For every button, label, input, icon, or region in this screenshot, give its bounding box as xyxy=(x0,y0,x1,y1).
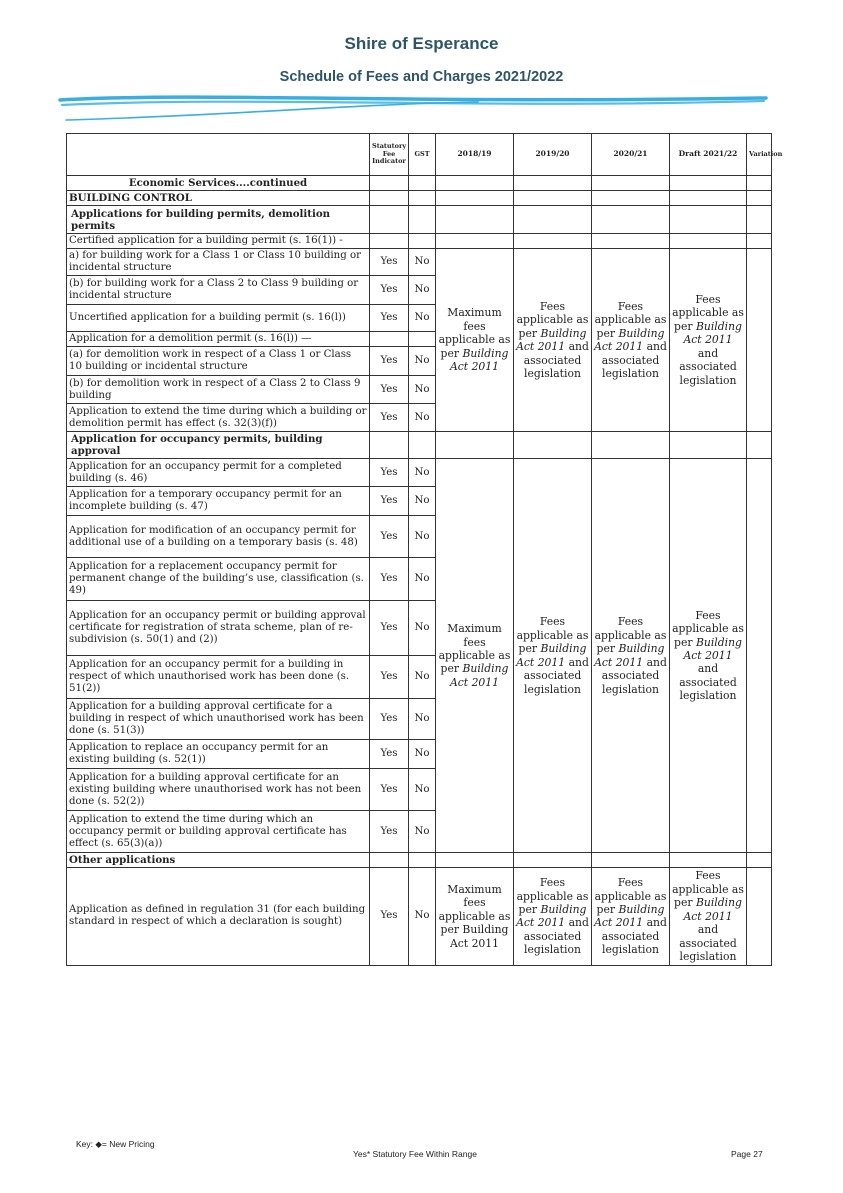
row-statutory: Yes xyxy=(370,740,409,769)
row-statutory: Yes xyxy=(370,305,409,332)
row-description: (a) for demolition work in respect of a Class 1 or Class 10 building or incidental structure xyxy=(67,347,370,376)
row-statutory: Yes xyxy=(370,769,409,811)
col-statutory: Statutory Fee Indicator xyxy=(370,134,409,176)
row-gst: No xyxy=(409,376,436,404)
fees-table xyxy=(66,133,783,966)
row-gst: No xyxy=(409,487,436,516)
col-gst: GST xyxy=(409,134,436,176)
fee-variation xyxy=(747,868,772,965)
fee-2018-19: Maximum fees applicable as per Building Act 2011 xyxy=(436,459,514,853)
row-description: (b) for demolition work in respect of a Class 2 to Class 9 building xyxy=(67,376,370,404)
row-gst: No xyxy=(409,459,436,487)
row-statutory: Yes xyxy=(370,347,409,376)
decorative-swoosh xyxy=(58,90,770,124)
row-gst: No xyxy=(409,249,436,276)
row-gst: No xyxy=(409,811,436,853)
section-building-control: BUILDING CONTROL xyxy=(67,191,370,206)
row-description: Application for an occupancy permit or building approval certificate for registration of strata scheme, plan of re-subdivision (s. 50(1) and (2)) xyxy=(67,601,370,656)
row-statutory: Yes xyxy=(370,404,409,432)
fee-2019-20: Fees applicable as per Building Act 2011 and associated legislation xyxy=(514,868,592,965)
header-row xyxy=(67,134,772,176)
row-description: Application for a temporary occupancy permit for an incomplete building (s. 47) xyxy=(67,487,370,516)
schedule-title: Schedule of Fees and Charges 2021/2022 xyxy=(279,69,564,85)
row-description: Uncertified application for a building permit (s. 16(l)) xyxy=(67,305,370,332)
fee-2018-19: Maximum fees applicable as per Building Act 2011 xyxy=(436,868,514,965)
row-gst: No xyxy=(409,601,436,656)
fee-variation xyxy=(747,459,772,853)
footer-key: Key: ◆= New Pricing xyxy=(76,1139,155,1149)
row-statutory: Yes xyxy=(370,516,409,558)
subheading-demolition: Application for a demolition permit (s. 16(l)) — xyxy=(67,332,370,347)
row-statutory: Yes xyxy=(370,459,409,487)
row-description: a) for building work for a Class 1 or Class 10 building or incidental structure xyxy=(67,249,370,276)
fee-2019-20: Fees applicable as per Building Act 2011 and associated legislation xyxy=(514,249,592,432)
row-gst: No xyxy=(409,347,436,376)
col-description xyxy=(67,134,370,176)
row-statutory: Yes xyxy=(370,558,409,601)
row-statutory: Yes xyxy=(370,487,409,516)
fee-2020-21: Fees applicable as per Building Act 2011 and associated legislation xyxy=(592,868,670,965)
footer-statutory-note: Yes* Statutory Fee Within Range xyxy=(353,1149,477,1159)
row-gst: No xyxy=(409,305,436,332)
row-statutory: Yes xyxy=(370,811,409,853)
col-variation: Variation xyxy=(747,134,772,176)
col-2020-21: 2020/21 xyxy=(592,134,670,176)
row-gst: No xyxy=(409,740,436,769)
group-heading-occupancy: Application for occupancy permits, building approval xyxy=(67,432,370,459)
group-heading-row xyxy=(67,206,772,234)
row-description: Application for a building approval certificate for a building in respect of which unauthorised work has been done (s. 51(3)) xyxy=(67,699,370,740)
row-description: Application for a building approval certificate for an existing building where unauthorised work has not been done (s. 52(2)) xyxy=(67,769,370,811)
row-statutory: Yes xyxy=(370,276,409,305)
col-2018-19: 2018/19 xyxy=(436,134,514,176)
col-2019-20: 2019/20 xyxy=(514,134,592,176)
row-gst: No xyxy=(409,769,436,811)
section-row xyxy=(67,191,772,206)
group-heading-other: Other applications xyxy=(67,853,370,868)
organisation-title: Shire of Esperance xyxy=(344,34,499,53)
row-description: Application for an occupancy permit for a building in respect of which unauthorised work has been done (s. 51(2)) xyxy=(67,656,370,699)
subheading-certified: Certified application for a building permit (s. 16(1)) - xyxy=(67,234,370,249)
fee-2020-21: Fees applicable as per Building Act 2011 and associated legislation xyxy=(592,249,670,432)
row-statutory: Yes xyxy=(370,376,409,404)
row-description: Application for a replacement occupancy permit for permanent change of the building’s use, classification (s. 49) xyxy=(67,558,370,601)
row-statutory: Yes xyxy=(370,699,409,740)
subheading-row xyxy=(67,234,772,249)
row-gst: No xyxy=(409,276,436,305)
table-row xyxy=(67,249,772,276)
row-statutory: Yes xyxy=(370,601,409,656)
section-row xyxy=(67,176,772,191)
section-continued: Economic Services....continued xyxy=(67,176,370,191)
fee-draft-2021-22: Fees applicable as per Building Act 2011 and associated legislation xyxy=(670,868,747,965)
row-gst: No xyxy=(409,404,436,432)
row-statutory: Yes xyxy=(370,656,409,699)
group-heading-row xyxy=(67,853,772,868)
fee-draft-2021-22: Fees applicable as per Building Act 2011 and associated legislation xyxy=(670,459,747,853)
row-description: Application for modification of an occupancy permit for additional use of a building on a temporary basis (s. 48) xyxy=(67,516,370,558)
row-description: Application as defined in regulation 31 (for each building standard in respect of which a declaration is sought) xyxy=(67,868,370,965)
row-gst: No xyxy=(409,516,436,558)
group-heading-row xyxy=(67,432,772,459)
fee-2019-20: Fees applicable as per Building Act 2011 and associated legislation xyxy=(514,459,592,853)
row-statutory: Yes xyxy=(370,868,409,965)
fee-2018-19: Maximum fees applicable as per Building Act 2011 xyxy=(436,249,514,432)
row-gst: No xyxy=(409,699,436,740)
footer-page-number: Page 27 xyxy=(731,1149,763,1159)
row-description: Application to extend the time during which an occupancy permit or building approval certificate has effect (s. 65(3)(a)) xyxy=(67,811,370,853)
row-description: (b) for building work for a Class 2 to Class 9 building or incidental structure xyxy=(67,276,370,305)
row-statutory: Yes xyxy=(370,249,409,276)
row-gst: No xyxy=(409,868,436,965)
row-description: Application to extend the time during which a building or demolition permit has effect (s. 32(3)(f)) xyxy=(67,404,370,432)
row-gst: No xyxy=(409,558,436,601)
fee-draft-2021-22: Fees applicable as per Building Act 2011 and associated legislation xyxy=(670,249,747,432)
table-row xyxy=(67,868,772,965)
col-draft-2021-22: Draft 2021/22 xyxy=(670,134,747,176)
table-row xyxy=(67,459,772,487)
group-heading-permits: Applications for building permits, demolition permits xyxy=(67,206,370,234)
fee-variation xyxy=(747,249,772,432)
row-description: Application for an occupancy permit for a completed building (s. 46) xyxy=(67,459,370,487)
fee-2020-21: Fees applicable as per Building Act 2011 and associated legislation xyxy=(592,459,670,853)
row-description: Application to replace an occupancy permit for an existing building (s. 52(1)) xyxy=(67,740,370,769)
row-gst: No xyxy=(409,656,436,699)
